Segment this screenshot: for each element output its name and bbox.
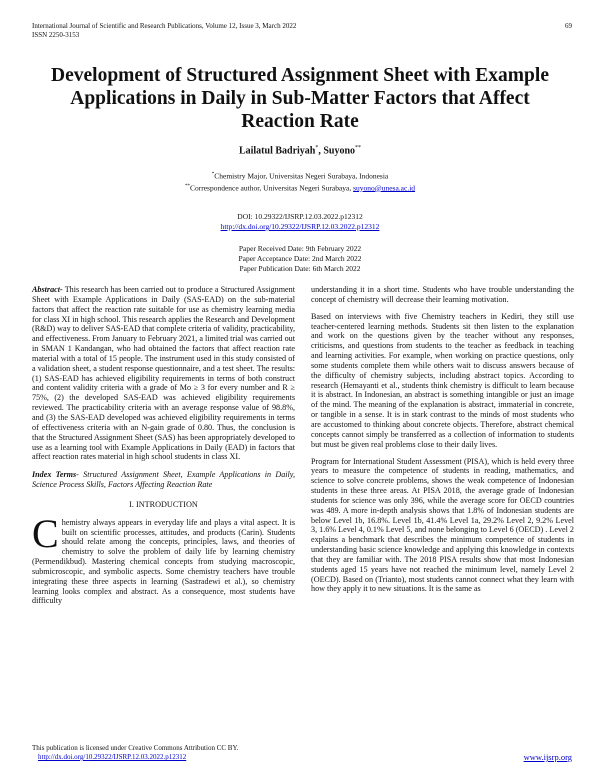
right-column <box>311 285 574 601</box>
author-mark: * <box>315 145 319 151</box>
intro-text: hemistry always appears in everyday life and plays a vital aspect. It is built on scientific processes, attitudes, and products (Carin). Students should relate among the concepts, principles, laws, and theories of chemistry to solve the problem of daily life by learning chemistry (Permendikbud). Mastering chemical concepts from studying macroscopic, submicroscopic, and symbolic aspects. Some chemistry teachers have trouble integrating these three aspects in learning (Sastradewi et al.), so chemistry learning looks complex and abstract. As a consequence, most students have difficulty <box>32 517 295 606</box>
authors: Lailatul Badriyah*, Suyono** <box>238 145 362 157</box>
doi-link[interactable]: http://dx.doi.org/10.29322/IJSRP.12.03.2022.p12312 <box>220 222 380 231</box>
paper-dates <box>0 244 600 274</box>
index-terms <box>32 470 295 490</box>
section-heading: I. INTRODUCTION <box>129 499 198 509</box>
page-footer <box>32 744 572 762</box>
abstract-text: This research has been carried out to produce a Structured Assignment Sheet with Example Applications in Daily (SAS-EAD) on the sub-material factors that affect the reaction rate suitable for use as chemistry learning media for class XI in high school. This research applies the Research and Development (R&D) way to deliver SAS-EAD that complete criteria of validity, practicability, and effectiveness. From January to February 2021, a limited trial was carried out in SMAN 1 Kandangan, who had obtained the factors that affect reaction rate material with a total of 15 people. The instrument used in this study consisted of a validation sheet, a student response questionnaire, and a test sheet. The results: (1) SAS-EAD has achieved eligibility requirements in terms of both construct and content validity criteria with a grade of Mo ≥ 3 for every number and R ≥ 75%, (2) the developed SAS-EAD was achieved eligibility requirements reviewed. The practicability criteria with an average response value of 98.8%, and (3) the SAS-EAD developed was achieved eligibility requirements in terms of effectiveness criteria with an N-gain grade of 0.80. Thus, the conclusion is that the Structured Assignment Sheet (SAS) has been appropriately developed to use as a learning tool with Example Applications in Daily (EAD) in factors that affect reaction rates material in high school students in class XI. <box>32 285 295 462</box>
journal-website-link[interactable]: www.ijsrp.org <box>523 752 572 762</box>
paragraph: Program for International Student Assessment (PISA), which is held every three years to measure the competence of students in reading, mathematics, and science to solve concrete problems, shows the weak competence of Indonesian students in these three areas. At PISA 2018, the average grade of Indonesian students for science was only 396, while the average score for OECD countries was 489. A more in-depth analysis shows that 1.8% of Indonesian students are below Level 1b, 16.8%. Level 1b, 41.4% Level 1a, 29.2% Level 2, 9.2% Level 3, 1.6% Level 4, 0.1% Level 5, and none belonging to Level 6 (OECD) . Level 2 explains a benchmark that describes the minimum competence of students in understanding basic science knowledge and applying this knowledge in contexts that they are familiar with. The 2018 PISA results show that most Indonesian students aged 15 years have not reached the minimum level, namely Level 2 (OECD). Based on (Trianto), most students cannot connect what they learn with how they apply it to new situations. It is the same as <box>311 456 574 594</box>
journal-name: International Journal of Scientific and Research Publications, Volume 12, Issue 3, March 2022 <box>32 22 297 30</box>
footer-doi-link[interactable]: http://dx.doi.org/10.29322/IJSRP.12.03.2022.p12312 <box>38 753 187 761</box>
issn: ISSN 2250-3153 <box>32 31 80 39</box>
author-name: Suyono <box>323 145 356 157</box>
doi-block <box>0 212 600 232</box>
intro-paragraph <box>32 510 295 607</box>
paragraph: Based on interviews with five Chemistry teachers in Kediri, they still use teacher-centered learning methods. Students sit then listen to the explanation and work on the questions given by the teacher without any responses, criticisms, and questions from students to the teacher as feedback in teaching and learning activities. For example, when working on practice questions, only some students complete them while others wait to discuss answers because of the difficulty of chemistry subjects, including abstract topics. According to research (Hemayanti et al., students think chemistry is difficult to learn because it is abstract. In Indonesian, an abstract is something intangible or just an image of the mind. The meaning of the explanation is abstract, immaterial in concrete, or tangible in a sense. It is in stark contrast to the minds of most students who are accustomed to thinking about concrete objects. Therefore, abstract chemical concepts cannot simply be transferred as a collection of information to students but must be given real problems close to their daily lives. <box>311 311 574 449</box>
affiliation-mark: * <box>211 172 215 177</box>
doi-label: DOI: 10.29322/IJSRP.12.03.2022.p12312 <box>237 212 363 221</box>
index-terms-text: - Structured Assignment Sheet, Example Applications in Daily, Science Process Skills, Factors Affecting Reaction Rate <box>32 470 295 490</box>
affiliation-mark: ** <box>184 183 190 189</box>
page-header <box>32 22 572 40</box>
affiliation-1: Chemistry Major, Universitas Negeri Surabaya, Indonesia <box>214 171 389 181</box>
license-text: This publication is licensed under Creative Commons Attribution CC BY. <box>32 744 239 752</box>
author-mark: ** <box>355 145 362 151</box>
drop-cap: C <box>32 510 59 556</box>
paragraph: understanding it in a short time. Students who have trouble understanding the concept of chemistry will decrease their learning motivation. <box>311 285 574 304</box>
left-column <box>32 285 295 613</box>
author-name: Lailatul Badriyah <box>238 145 316 157</box>
received-date: Paper Received Date: 9th February 2022 <box>238 244 362 253</box>
published-date: Paper Publication Date: 6th March 2022 <box>239 264 361 273</box>
index-terms-label: Index Terms <box>32 470 77 480</box>
affiliation-2: Correspondence author, Universitas Negeri Surabaya, <box>189 183 354 192</box>
accepted-date: Paper Acceptance Date: 2nd March 2022 <box>238 254 362 263</box>
page-number: 69 <box>565 22 572 30</box>
abstract <box>32 285 295 462</box>
paper-title: Development of Structured Assignment Sheet with Example Applications in Daily in Sub-Matter Factors that Affect Reaction Rate <box>51 65 549 132</box>
affiliations <box>0 170 600 193</box>
abstract-label: Abstract- <box>32 285 63 294</box>
author-email-link[interactable]: suyono@unesa.ac.id <box>353 183 416 192</box>
